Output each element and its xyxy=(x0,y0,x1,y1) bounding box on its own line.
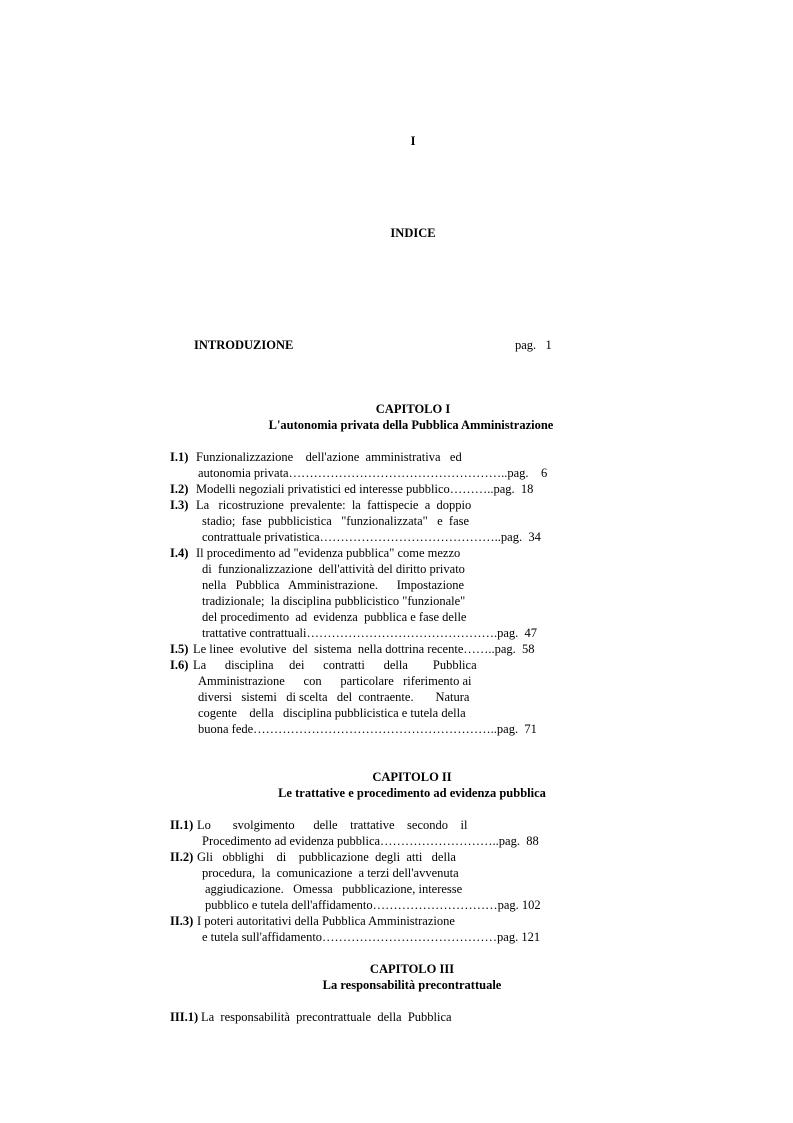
entry-line: pubblico e tutela dell'affidamento…………………………pag. 102 xyxy=(205,898,541,912)
entry-number: I.4) xyxy=(170,546,189,560)
entry-number: I.6) xyxy=(170,658,189,672)
entry-line: I poteri autoritativi della Pubblica Amministrazione xyxy=(197,914,455,928)
chapter-1-heading: CAPITOLO I xyxy=(375,402,451,416)
entry-line: La disciplina dei contratti della Pubblica xyxy=(193,658,477,672)
entry-line: buona fede…………………………………………………..pag. 71 xyxy=(198,722,537,736)
page-number: I xyxy=(410,134,416,148)
entry-number: I.5) xyxy=(170,642,189,656)
entry-line: diversi sistemi di scelta del contraente. Natura xyxy=(198,690,470,704)
entry-line: tradizionale; la disciplina pubblicistico "funzionale" xyxy=(202,594,466,608)
entry-line: nella Pubblica Amministrazione. Impostazione xyxy=(202,578,465,592)
entry-line: Le linee evolutive del sistema nella dottrina recente……..pag. 58 xyxy=(193,642,535,656)
entry-number: II.3) xyxy=(170,914,194,928)
entry-line: Gli obblighi di pubblicazione degli atti della xyxy=(197,850,456,864)
entry-line: aggiudicazione. Omessa pubblicazione, interesse xyxy=(205,882,463,896)
entry-line: autonomia privata……………………………………………..pag. 6 xyxy=(198,466,548,480)
entry-line: Il procedimento ad "evidenza pubblica" come mezzo xyxy=(196,546,461,560)
entry-line: Amministrazione con particolare riferimento ai xyxy=(198,674,472,688)
entry-number: II.2) xyxy=(170,850,194,864)
chapter-1-subtitle: L'autonomia privata della Pubblica Amministrazione xyxy=(268,418,554,432)
entry-number: II.1) xyxy=(170,818,194,832)
chapter-2-heading: CAPITOLO II xyxy=(372,770,452,784)
entry-line: stadio; fase pubblicistica "funzionalizzata" e fase xyxy=(202,514,470,528)
index-title: INDICE xyxy=(390,226,436,240)
entry-line: e tutela sull'affidamento……………………………………pag. 121 xyxy=(202,930,541,944)
entry-line: Funzionalizzazione dell'azione amministrativa ed xyxy=(196,450,462,464)
entry-number: III.1) xyxy=(170,1010,199,1024)
entry-number: I.2) xyxy=(170,482,189,496)
chapter-3-heading: CAPITOLO III xyxy=(369,962,455,976)
chapter-3-subtitle: La responsabilità precontrattuale xyxy=(322,978,502,992)
intro-page: pag. 1 xyxy=(515,338,552,352)
entry-line: contrattuale privatistica……………………………………..pag. 34 xyxy=(202,530,541,544)
entry-line: Lo svolgimento delle trattative secondo il xyxy=(197,818,468,832)
entry-line: di funzionalizzazione dell'attività del diritto privato xyxy=(202,562,465,576)
entry-line: trattative contrattuali……………………………………….pag. 47 xyxy=(202,626,538,640)
entry-line: procedura, la comunicazione a terzi dell'avvenuta xyxy=(202,866,459,880)
entry-line: La responsabilità precontrattuale della Pubblica xyxy=(201,1010,452,1024)
intro-label: INTRODUZIONE xyxy=(194,338,294,352)
entry-line: Procedimento ad evidenza pubblica………………………..pag. 88 xyxy=(202,834,539,848)
chapter-2-subtitle: Le trattative e procedimento ad evidenza pubblica xyxy=(278,786,546,800)
entry-line: La ricostruzione prevalente: la fattispecie a doppio xyxy=(196,498,472,512)
entry-line: cogente della disciplina pubblicistica e tutela della xyxy=(198,706,466,720)
entry-number: I.3) xyxy=(170,498,189,512)
entry-line: del procedimento ad evidenza pubblica e fase delle xyxy=(202,610,467,624)
entry-line: Modelli negoziali privatistici ed interesse pubblico………..pag. 18 xyxy=(196,482,534,496)
entry-number: I.1) xyxy=(170,450,189,464)
